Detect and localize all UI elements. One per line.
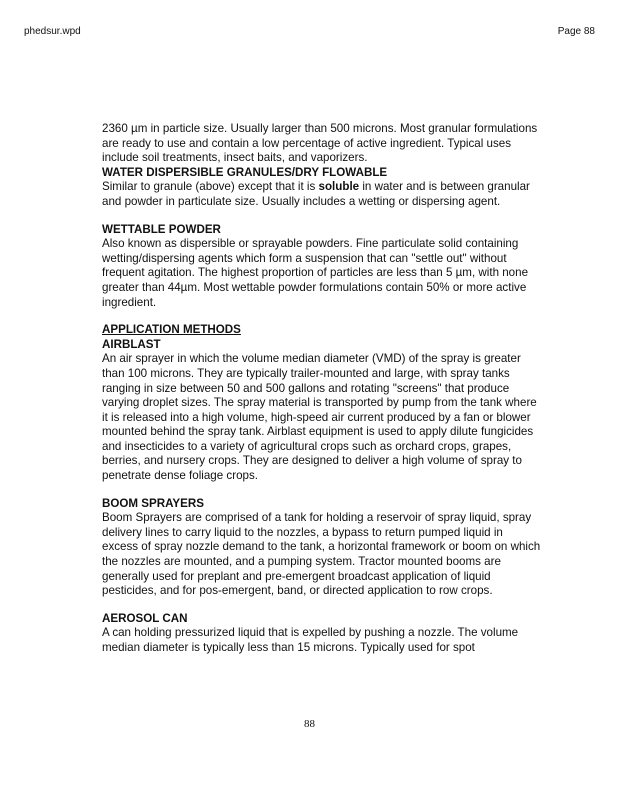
wettable-powder-entry — [102, 223, 542, 311]
wdg-entry — [102, 166, 542, 210]
boom-entry — [102, 497, 542, 599]
airblast-paragraph: An air sprayer in which the volume median diameter (VMD) of the spray is greater than 100 microns. They are typically trailer-mounted and large, with spray tanks ranging in size between 50 and 500 gallons and rotating "screens" that produce varying droplet sizes. The spray material is transported by pump from the tank where it is released into a high volume, high-speed air current produced by a fan or blower mounted behind the spray tank. Airblast equipment is used to apply dilute fungicides and insecticides to a variety of agricultural crops such as orchard crops, grapes, berries, and nursery crops. They are designed to deliver a high volume of spray to penetrate dense foliage crops. — [102, 352, 537, 483]
header-page-label: Page 88 — [557, 26, 595, 37]
footer-page-number: 88 — [304, 718, 315, 730]
header-filename: phedsur.wpd — [24, 26, 81, 37]
airblast-entry — [102, 338, 542, 484]
page-footer — [0, 718, 619, 730]
wdg-paragraph — [102, 180, 542, 209]
page-header — [24, 26, 595, 37]
wdg-text-before: Similar to granule (above) except that it is — [102, 180, 319, 194]
document-body — [102, 122, 542, 669]
boom-heading: BOOM SPRAYERS — [102, 496, 205, 510]
wdg-text-after: in water and is between granular and powder in particulate size. Usually includes a wetting or dispersing agent. — [102, 180, 530, 208]
aerosol-heading: AEROSOL CAN — [102, 611, 188, 625]
wdg-bold-word: soluble — [318, 180, 360, 194]
wettable-powder-paragraph: Also known as dispersible or sprayable powders. Fine particulate solid containing wetting/dispersing agents which form a suspension that can "settle out" without frequent agitation. The highest proportion of particles are less than 5 µm, with none greater than 44µm. Most wettable powder formulations contain 50% or more active ingredient. — [102, 237, 529, 309]
wdg-heading: WATER DISPERSIBLE GRANULES/DRY FLOWABLE — [102, 165, 388, 179]
section-title-application-methods: APPLICATION METHODS — [102, 323, 241, 337]
wettable-powder-heading: WETTABLE POWDER — [102, 222, 221, 236]
boom-paragraph: Boom Sprayers are comprised of a tank for holding a reservoir of spray liquid, spray delivery lines to carry liquid to the nozzles, a bypass to return pumped liquid in excess of spray nozzle demand to the tank, a horizontal framework or boom on which the nozzles are mounted, and a pumping system. Tractor mounted booms are generally used for preplant and pre-emergent broadcast application of liquid pesticides, and for pos-emergent, band, or directed application to row crops. — [102, 511, 541, 598]
airblast-heading: AIRBLAST — [102, 337, 161, 351]
aerosol-paragraph: A can holding pressurized liquid that is expelled by pushing a nozzle. The volume median diameter is typically less than 15 microns. Typically used for spot — [102, 626, 519, 654]
intro-paragraph: 2360 µm in particle size. Usually larger than 500 microns. Most granular formulations are ready to use and contain a low percentage of active ingredient. Typical uses include soil treatments, insect baits, and vaporizers. — [102, 122, 538, 165]
aerosol-entry — [102, 612, 542, 656]
